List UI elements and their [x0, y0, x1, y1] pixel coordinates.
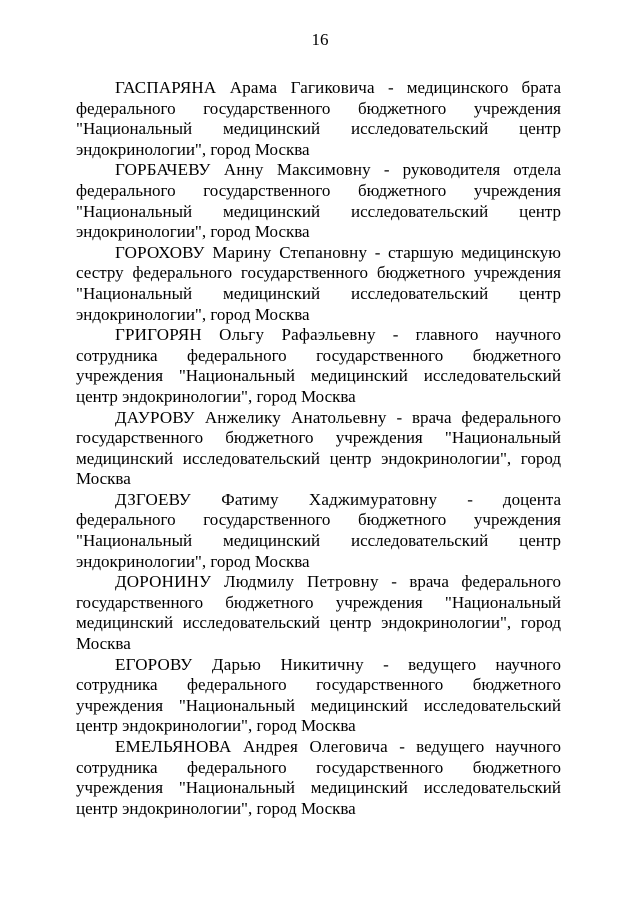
person-name: ГРИГОРЯН Ольгу Рафаэльевну	[115, 325, 376, 345]
person-position: - врача федерального государственного бюджетного учреждения "Национальный медицинский исследовательский центр эндокринологии", город Москва	[76, 407, 561, 489]
person-name: ДЗГОЕВУ Фатиму Хаджимуратовну	[115, 489, 438, 509]
list-entry	[76, 572, 561, 654]
person-name: ЕМЕЛЬЯНОВА Андрея Олеговича	[115, 737, 388, 756]
list-entry	[76, 160, 561, 242]
list-entry	[76, 490, 561, 572]
person-position: - главного научного сотрудника федерального государственного бюджетного учреждения "Национальный медицинский исследовательский центр эндокринологии", город Москва	[76, 325, 561, 406]
person-position: - врача федерального государственного бюджетного учреждения "Национальный медицинский исследовательский центр эндокринологии", город Москва	[76, 572, 561, 654]
person-position: - ведущего научного сотрудника федерального государственного бюджетного учреждения "Национальный медицинский исследовательский центр эндокринологии", город Москва	[76, 654, 561, 736]
list-entry	[76, 737, 561, 819]
person-name: ГОРОХОВУ Марину Степановну	[115, 242, 368, 262]
list-entry	[76, 408, 561, 490]
list-entry	[76, 78, 561, 160]
page-number: 16	[311, 30, 329, 49]
person-position: - старшую медицинскую сестру федерального государственного бюджетного учреждения "Национальный медицинский исследовательский центр эндокринологии", город Москва	[76, 242, 561, 324]
person-name: ГОРБАЧЕВУ Анну Максимовну	[115, 160, 371, 180]
person-name: ЕГОРОВУ Дарью Никитичну	[115, 654, 364, 674]
person-name: ГАСПАРЯНА Арама Гагиковича	[115, 78, 375, 97]
person-name: ДАУРОВУ Анжелику Анатольевну	[115, 407, 387, 427]
person-position: - руководителя отдела федерального государственного бюджетного учреждения "Национальный медицинский исследовательский центр эндокринологии", город Москва	[76, 160, 562, 242]
person-position: - медицинского брата федерального государственного бюджетного учреждения "Национальный медицинский исследовательский центр эндокринологии", город Москва	[76, 78, 561, 159]
person-position: - доцента федерального государственного бюджетного учреждения "Национальный медицинский исследовательский центр эндокринологии", город Москва	[76, 489, 561, 571]
list-entry	[76, 325, 561, 407]
person-name: ДОРОНИНУ Людмилу Петровну	[115, 572, 379, 592]
list-entry	[76, 655, 561, 737]
list-entry	[76, 243, 561, 325]
person-position: - ведущего научного сотрудника федерального государственного бюджетного учреждения "Национальный медицинский исследовательский центр эндокринологии", город Москва	[76, 737, 561, 818]
award-list	[76, 78, 561, 819]
